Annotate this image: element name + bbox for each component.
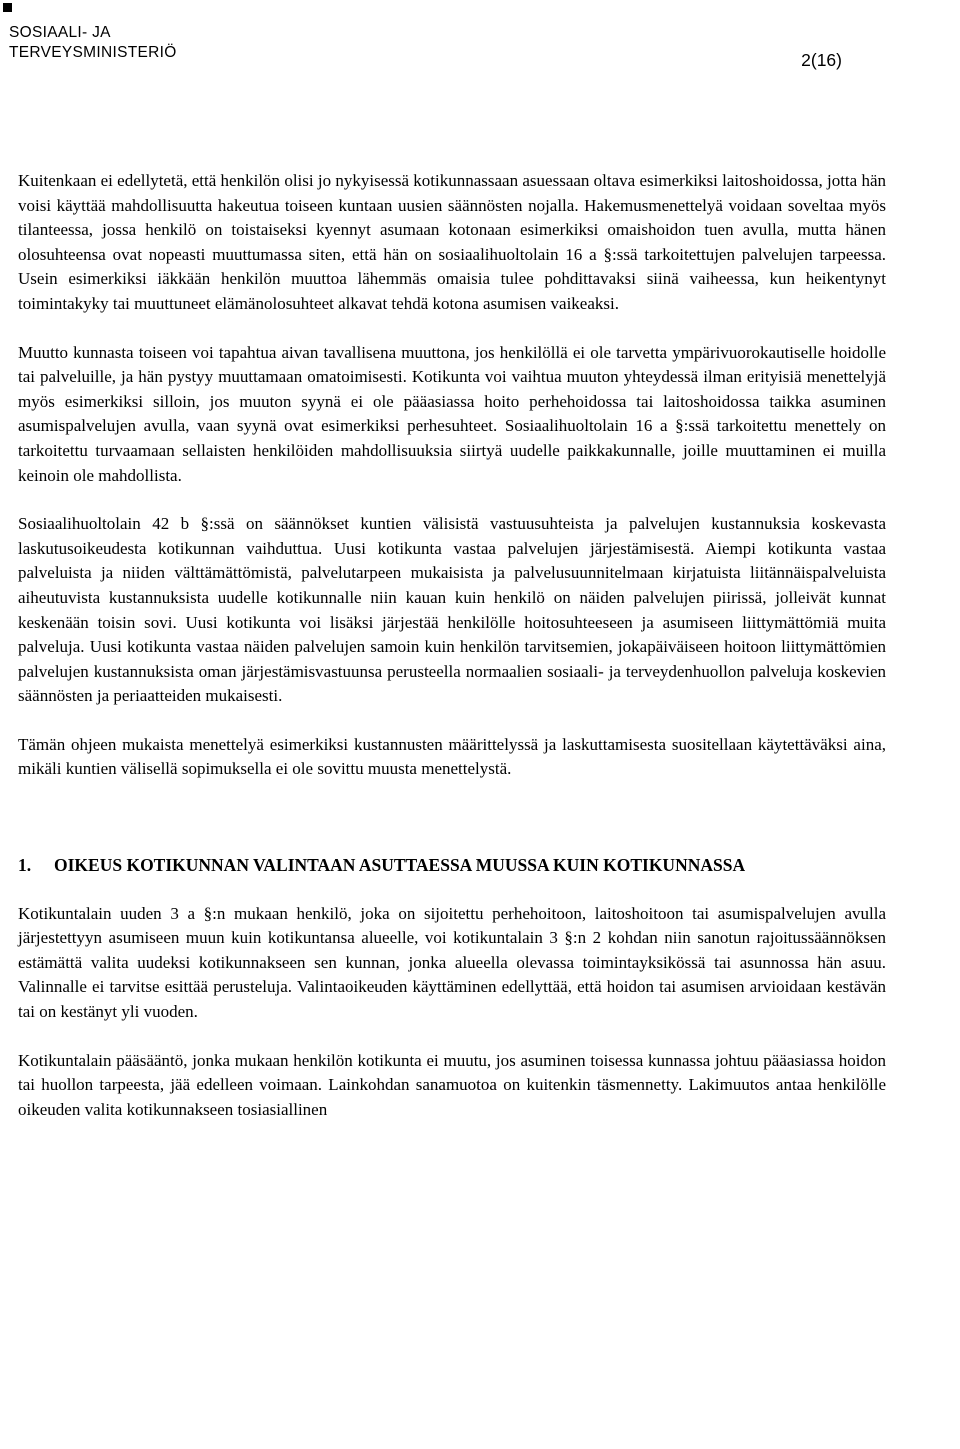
section-heading <box>18 853 886 878</box>
ministry-logo-mark <box>3 3 12 12</box>
ministry-name <box>9 23 177 63</box>
section-paragraph-1: Kotikuntalain uuden 3 a §:n mukaan henkilö, joka on sijoitettu perhehoitoon, laitoshoitoon tai asumispalvelujen avulla järjestettyyn asumiseen muun kuin kotikuntansa alueelle, voi kotikuntalain 3 §:n 2 kohdan niin sanotun rajoitussäännöksen estämättä valita uudeksi kotikunnakseen sen kunnan, jonka alueella olevassa toimintayksikössä tai asunnossa hän asuu. Valinnalle ei tarvitse esittää perusteluja. Valintaoikeuden käyttäminen edellyttää, että hoidon tai asumisen arvioidaan kestävän tai on kestänyt yli vuoden. <box>18 903 886 1022</box>
paragraph-4: Tämän ohjeen mukaista menettelyä esimerkiksi kustannusten määrittelyssä ja laskuttamisesta suositellaan käytettäväksi aina, mikäli kuntien välisellä sopimuksella ei ole sovittu muusta menettelystä. <box>18 734 886 779</box>
ministry-name-line-2: TERVEYSMINISTERIÖ <box>9 44 177 61</box>
document-body <box>18 169 886 1122</box>
page-number: 2(16) <box>801 50 842 70</box>
section-paragraph-2: Kotikuntalain pääsääntö, jonka mukaan henkilön kotikunta ei muutu, jos asuminen toisessa kunnassa johtuu pääasiassa hoidon tai huollon tarpeesta, jää edelleen voimaan. Lainkohdan sanamuotoa on kuitenkin täsmennetty. Lakimuutos antaa henkilölle oikeuden valita kotikunnakseen tosiasiallinen <box>18 1050 886 1119</box>
paragraph-3: Sosiaalihuoltolain 42 b §:ssä on säännökset kuntien välisistä vastuusuhteista ja palvelujen kustannuksia koskevasta laskutusoikeudesta kotikunnan vaihduttua. Uusi kotikunta vastaa palvelujen järjestämisestä. Aiempi kotikunta vastaa palveluista ja niiden välttämättömistä, palvelutarpeen mukaisista ja palvelusuunnitelmaan kirjatuista liitännäispalveluista aiheutuvista kustannuksista uudelle kotikunnalle niin kauan kuin henkilö on näiden palvelujen piirissä, jolleivät kunnat keskenään toisin sovi. Uusi kotikunta voi lisäksi järjestää henkilölle hoitosuhteeseen ja asumiseen liittymättömiä muita palveluja. Uusi kotikunta vastaa näiden palvelujen samoin kuin henkilön tarvitsemien, jokapäiväiseen hoitoon liittymättömien palvelujen kustannuksista oman järjestämisvastuunsa perusteella normaalien sosiaali- ja terveydenhuollon palveluja koskevien säännösten ja periaatteiden mukaisesti. <box>18 514 886 706</box>
section-title: OIKEUS KOTIKUNNAN VALINTAAN ASUTTAESSA MUUSSA KUIN KOTIKUNNASSA <box>54 855 746 876</box>
paragraph-1: Kuitenkaan ei edellytetä, että henkilön olisi jo nykyisessä kotikunnassaan asuessaan oltava esimerkiksi laitoshoidossa, jotta hän voisi käyttää mahdollisuutta hakeutua toiseen kuntaan uusien säännösten nojalla. Hakemusmenettelyä voidaan soveltaa myös tilanteessa, jossa henkilö on toistaiseksi kyennyt asumaan kotonaan esimerkiksi omaishoidon tuen avulla, mutta hänen olosuhteensa ovat nopeasti muuttumassa siten, että hän on sosiaalihuoltolain 16 a §:ssä tarkoitettujen palvelujen tarpeessa. Usein esimerkiksi iäkkään henkilön muuttoa lähemmäs omaisia tulee pohdittavaksi siinä vaiheessa, kun heikentynyt toimintakyky tai muuttuneet elämänolosuhteet alkavat tehdä kotona asumisen vaikeaksi. <box>18 171 886 313</box>
paragraph-2: Muutto kunnasta toiseen voi tapahtua aivan tavallisena muuttona, jos henkilöllä ei ole tarvetta ympärivuorokautiselle hoidolle tai palveluille, ja hän pystyy muuttamaan omatoimisesti. Kotikunta voi vaihtua muuton yhteydessä ilman erityisiä menettelyjä myös esimerkiksi silloin, jos muuton syynä ei ole pääasiassa hoito perhehoidossa tai laitoshoidossa taikka asuminen asumispalvelujen avulla, vaan syynä ovat esimerkiksi perhesuhteet. Sosiaalihuoltolain 16 a §:ssä tarkoitettu menettely on tarkoitettu turvaamaan sellaisten henkilöiden mahdollisuuksia siirtyä uudelle paikkakunnalle, joille muuttaminen ei muilla keinoin ole mahdollista. <box>18 342 886 485</box>
section-number: 1. <box>18 855 32 876</box>
ministry-name-line-1: SOSIAALI- JA <box>9 24 111 41</box>
